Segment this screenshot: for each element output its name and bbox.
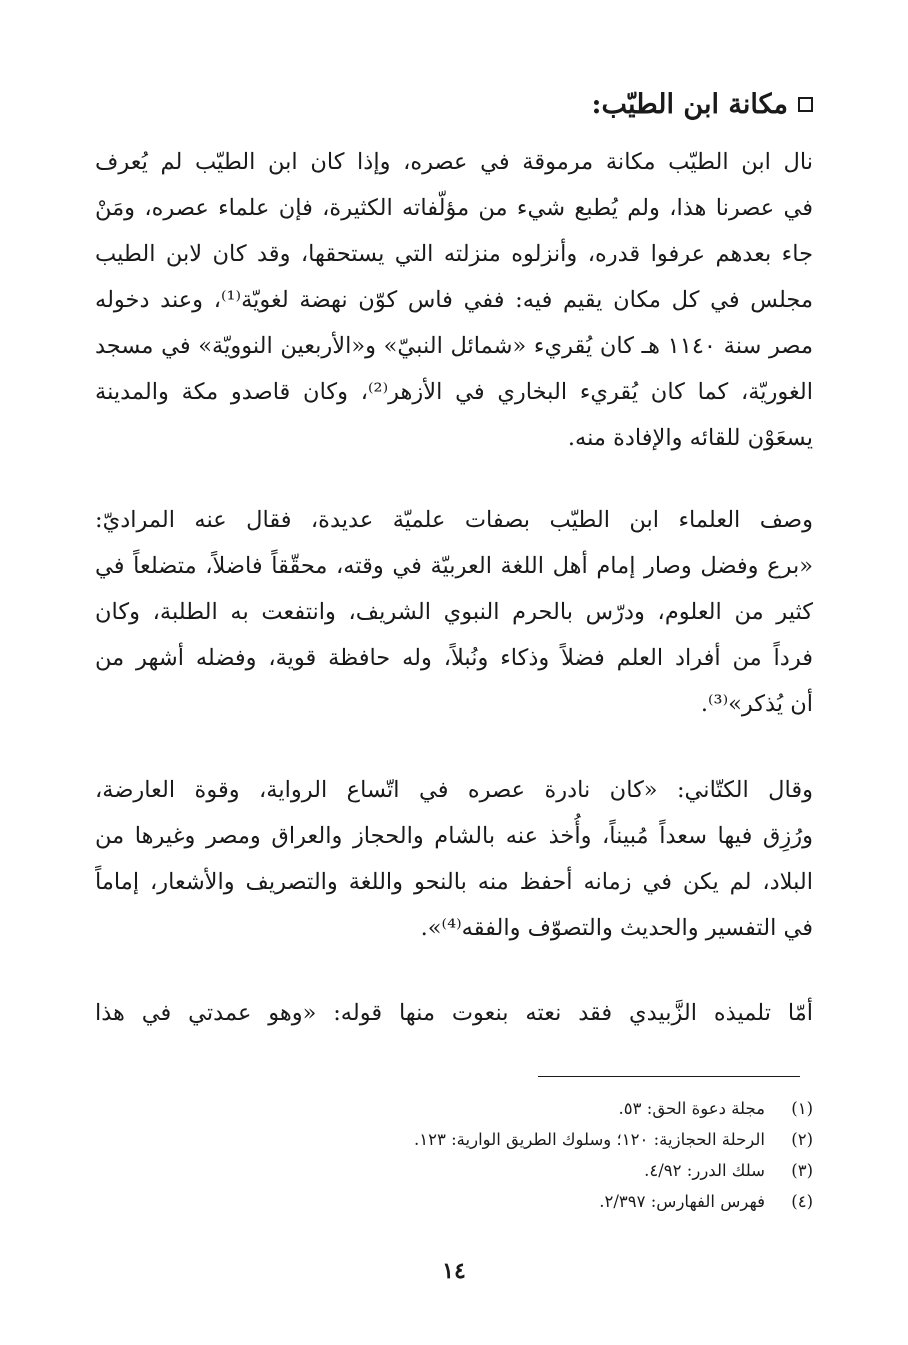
paragraph-line: وصف العلماء ابن الطيّب بصفات علميّة عديدة، فقال عنه المراديّ: [95, 507, 813, 533]
paragraph-line: وقال الكتّاني: «كان نادرة عصره في اتّساع الرواية، وقوة العارضة، [95, 777, 813, 803]
paragraph-line: جاء بعدهم عرفوا قدره، وأنزلوه منزلته التي يستحقها، وقد كان لابن الطيب [95, 241, 813, 267]
paragraph-line: أن يُذكر»⁽³⁾. [700, 691, 813, 717]
paragraph-line: البلاد، لم يكن في زمانه أحفظ منه بالنحو واللغة والتصريف والأشعار، إماماً [95, 869, 813, 895]
paragraph-line: نال ابن الطيّب مكانة مرموقة في عصره، وإذا كان ابن الطيّب لم يُعرف [95, 149, 813, 175]
footnote-item [293, 1155, 813, 1186]
footnote-number: (١) [791, 1099, 813, 1118]
paragraph-line: في عصرنا هذا، ولم يُطبع شيء من مؤلّفاته الكثيرة، فإن علماء عصره، ومَنْ [95, 195, 813, 221]
paragraph-line: كثير من العلوم، ودرّس بالحرم النبوي الشريف، وانتفعت به الطلبة، وكان [95, 599, 813, 625]
square-bullet-icon [798, 97, 813, 112]
footnote-separator [538, 1076, 800, 1077]
paragraph-2 [95, 497, 813, 727]
footnote-item [293, 1124, 813, 1155]
page-number: ١٤ [442, 1258, 466, 1284]
paragraph-line: الغوريّة، كما كان يُقريء البخاري في الأزهر⁽²⁾، وكان قاصدو مكة والمدينة [95, 379, 813, 405]
footnote-text: الرحلة الحجازية: ١٢٠؛ وسلوك الطريق الوارية: ١٢٣. [414, 1130, 765, 1149]
paragraph-line: يسعَوْن للقائه والإفادة منه. [567, 425, 813, 451]
footnotes-list [293, 1093, 813, 1217]
paragraph-line: أمّا تلميذه الزَّبيدي فقد نعته بنعوت منها قوله: «وهو عمدتي في هذا [95, 1000, 813, 1026]
footnote-text: سلك الدرر: ٤/٩٢. [644, 1161, 765, 1180]
paragraph-line: ورُزِق فيها سعداً مُبيناً، وأُخذ عنه بالشام والحجاز والعراق ومصر وغيرها من [95, 823, 813, 849]
paragraph-line: في التفسير والحديث والتصوّف والفقه⁽⁴⁾». [420, 915, 813, 941]
section-heading-text: مكانة ابن الطيّب: [591, 88, 788, 120]
footnote-item [293, 1093, 813, 1124]
paragraph-line: مجلس في كل مكان يقيم فيه: ففي فاس كوّن نهضة لغويّة⁽¹⁾، وعند دخوله [95, 287, 813, 313]
paragraph-3 [95, 767, 813, 951]
paragraph-4 [95, 990, 813, 1036]
footnote-number: (٤) [791, 1192, 813, 1211]
paragraph-line: مصر سنة ١١٤٠ هـ كان يُقريء «شمائل النبيّ» و«الأربعين النوويّة» في مسجد [95, 333, 813, 359]
paragraph-1 [95, 139, 813, 461]
footnote-text: فهرس الفهارس: ٢/٣٩٧. [599, 1192, 765, 1211]
footnote-number: (٣) [791, 1161, 813, 1180]
footnote-number: (٢) [791, 1130, 813, 1149]
footnote-text: مجلة دعوة الحق: ٥٣. [618, 1099, 765, 1118]
section-heading [592, 82, 813, 126]
paragraph-line: فرداً من أفراد العلم فضلاً وذكاء ونُبلاً، وله حافظة قوية، وفضله أشهر من [95, 645, 813, 671]
paragraph-line: «برع وفضل وصار إمام أهل اللغة العربيّة في وقته، محقّقاً فاضلاً، متضلعاً في [95, 553, 813, 579]
footnote-item [293, 1186, 813, 1217]
